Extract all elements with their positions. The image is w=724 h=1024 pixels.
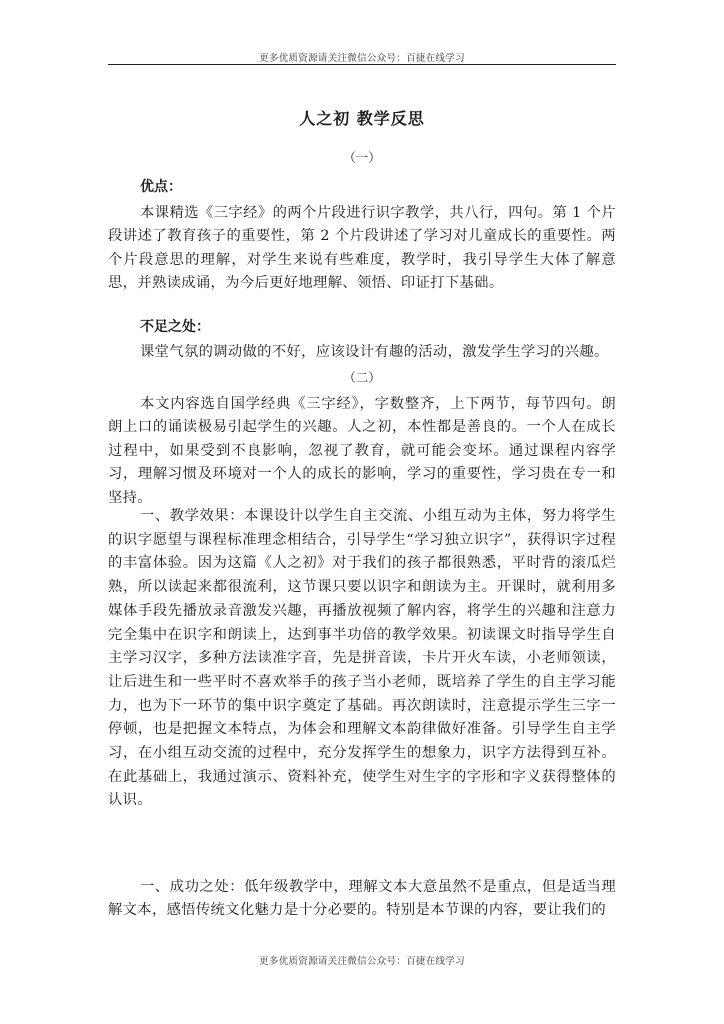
strengths-heading: 优点： <box>140 179 182 195</box>
section-one-label: （一） <box>343 150 381 165</box>
page-footer: 更多优质资源请关注微信公众号：百捷在线学习 <box>259 956 465 967</box>
section-two-label: （二） <box>343 370 381 385</box>
document-title: 人之初 教学反思 <box>299 109 425 128</box>
strengths-paragraph: 本课精选《三字经》的两个片段进行识字教学，共八行，四句。第 1 个片段讲述了教育孩子的重要性，第 2 个片段讲述了学习对儿童成长的重要性。两个片段意思的理解，对学生来说有些难度，教学时，我引导学生大体了解意思，并熟读成诵，为今后更好地理解、领悟、印证打下基础。 <box>108 205 616 292</box>
intro-paragraph: 本文内容选自国学经典《三字经》，字数整齐，上下两节，每节四句。朗朗上口的诵读极易引起学生的兴趣。人之初，本性都是善良的。一个人在成长过程中，如果受到不良影响，忽视了教育，就可能会变坏。通过课程内容学习，理解习惯及环境对一个人的成长的影响，学习的重要性，学习贵在专一和坚持。 <box>108 396 616 506</box>
success-paragraph: 一、成功之处：低年级教学中，理解文本大意虽然不是重点，但是适当理解文本，感悟传统文化魅力是十分必要的。特别是本节课的内容，要让我们的 <box>108 879 616 919</box>
header-divider <box>108 64 616 65</box>
page-header: 更多优质资源请关注微信公众号：百捷在线学习 <box>259 53 465 64</box>
teaching-effect-paragraph: 一、教学效果：本课设计以学生自主交流、小组互动为主体，努力将学生的识字愿望与课程标准理念相结合，引导学生“学习独立识字”，获得识字过程的丰富体验。因为这篇《人之初》对于我们的孩子都很熟悉，平时背的滚瓜烂熟，所以读起来都很流利，这节课只要以识字和朗读为主。开课时，就利用多媒体手段先播放录音激发兴趣，再播放视频了解内容，将学生的兴趣和注意力完全集中在识字和朗读上，达到事半功倍的教学效果。初读课文时指导学生自主学习汉字，多种方法读准字音，先是拼音读，卡片开火车读，小老师领读，让后进生和一些平时不喜欢举手的孩子当小老师，既培养了学生的自主学习能力，也为下一环节的集中识字奠定了基础。再次朗读时，注意提示学生三字一停顿，也是把握文本特点，为体会和理解文本韵律做好准备。引导学生自主学习，在小组互动交流的过程中，充分发挥学生的想象力，识字方法得到互补。在此基础上，我通过演示、资料补充，使学生对生字的字形和字义获得整体的认识。 <box>108 508 616 809</box>
weakness-paragraph: 课堂气氛的调动做的不好，应该设计有趣的活动，激发学生学习的兴趣。 <box>140 344 609 360</box>
weakness-heading: 不足之处： <box>140 319 210 335</box>
